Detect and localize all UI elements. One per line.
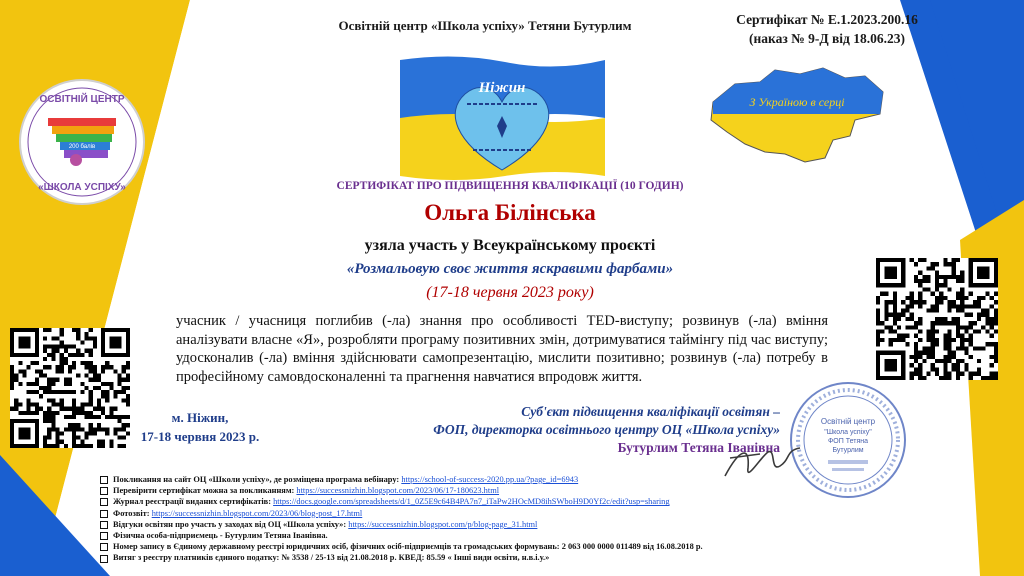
checkbox-bullet-icon [100,532,108,540]
footer-text: Номер запису в Єдиному державному реєстрі юридичних осіб, фізичних осіб-підприємців та громадських формувань: 2 063 000 0000 011489 від 16.08.2018 р. [113,542,703,552]
footer-row [100,508,880,519]
recipient-name: Ольга Білінська [424,200,596,225]
logo-text-top: ОСВІТНІЙ ЦЕНТР [39,94,125,105]
description-text: учасник / учасниця поглибив (-ла) знання про особливості TED-виступу; розвинув (-ла) вміння аналізувати власне «Я», розробляти програму позитивних змін, дотримуватися таймінгу під час виступу; удосконалив (-ла) вміння здійснювати самопрезентацію, мислити позитивно; розвинув (-ла) потребу в професійному самовдосконаленні та прагнення навчатися впродовж життя. [176,313,828,385]
seal-line3: ФОП Тетяна [827,438,869,445]
footer-text: Фізична особа-підприємець - Бутурлим Тетяна Іванівна. [113,531,328,541]
checkbox-bullet-icon [100,521,108,529]
footer-text: Покликання на сайт ОЦ «Школи успіху», де розміщена програма вебінару: [113,475,402,484]
footer-text: Відгуки освітян про участь у заходах від ОЦ «Школа успіху»: [113,519,349,529]
logo-text-bottom: «ШКОЛА УСПІХУ» [38,182,126,193]
footer-row [100,474,880,485]
place-date [140,408,260,446]
seal-line1: Освітній центр [820,417,876,426]
footer-link[interactable]: https://docs.google.com/spreadsheets/d/1_0Z5E9c64B4PA7n7_iTaPw2HOcMD8ihSWboH9D0Yf2c/edit?usp=sharing [273,497,670,507]
footer-link[interactable]: https://successnizhin.blogspot.com/2023/06/blog-post_17.html [151,508,363,518]
checkbox-bullet-icon [100,498,108,506]
footer-text: Витяг з реєстру платників єдиного податку: № 3538 / 25-13 від 21.08.2018 р. КВЕД: 85.59 « Інші види освіти, н.в.і.у.» [113,553,550,563]
took-part-text: узяла участь у Всеукраїнському проєкті [364,237,656,254]
footer-text: Фотозвіт: [113,508,152,518]
checkbox-bullet-icon [100,487,108,495]
footer-text: Журнал реєстрації виданих сертифікатів: [113,497,274,507]
certificate-type: СЕРТИФІКАТ ПРО ПІДВИЩЕННЯ КВАЛІФІКАЦІЇ (10 ГОДИН) [336,180,684,192]
footer-link[interactable]: https://successnizhin.blogspot.com/2023/06/17-180623.html [296,486,500,496]
footer-row [100,541,880,552]
certificate-number-block [722,10,932,48]
ukraine-map [705,62,890,172]
checkbox-bullet-icon [100,510,108,518]
center-title: Освітній центр «Школа успіху» Тетяни Бутурлим [338,18,632,33]
seal-line2: "Школа успіху" [824,429,872,436]
footer-row [100,519,880,530]
school-logo [18,78,146,206]
issuer-line1: Суб'єкт підвищення кваліфікації освітян – [521,404,780,419]
footer-text: Перевірити сертифікат можна за покликанням: [113,486,297,496]
certificate-number: Сертифікат № Е.1.2023.200.16 [736,12,918,27]
flag-label: Ніжин [478,80,526,96]
issuer-line2: ФОП, директорка освітнього центру ОЦ «Школа успіху» [433,422,780,437]
checkbox-bullet-icon [100,543,108,551]
project-dates: (17-18 червня 2023 року) [426,284,594,301]
ukraine-flag-heart [395,52,610,184]
footer-row [100,485,880,496]
footer-row [100,496,880,507]
project-title: «Розмальовую своє життя яскравими фарбами» [346,261,674,277]
qr-code-right[interactable] [876,258,998,380]
footer-list [100,474,880,564]
order-number: (наказ № 9-Д від 18.06.23) [749,31,905,46]
footer-link[interactable]: https://successnizhin.blogspot.com/p/blog-page_31.html [348,519,538,529]
qr-code-left[interactable] [10,328,130,448]
seal-line4: Бутурлим [832,447,864,454]
checkbox-bullet-icon [100,476,108,484]
issue-date: 17-18 червня 2023 р. [140,429,260,444]
footer-row [100,552,880,563]
issuer-name: Бутурлим Тетяна Іванівна [617,440,780,455]
map-label: З Україною в серці [749,95,845,109]
checkbox-bullet-icon [100,555,108,563]
footer-row [100,530,880,541]
logo-step-label: 200 балів [68,144,96,150]
city: м. Ніжин, [171,410,229,425]
footer-link[interactable]: https://school-of-success-2020.pp.ua/?page_id=6943 [401,475,579,484]
